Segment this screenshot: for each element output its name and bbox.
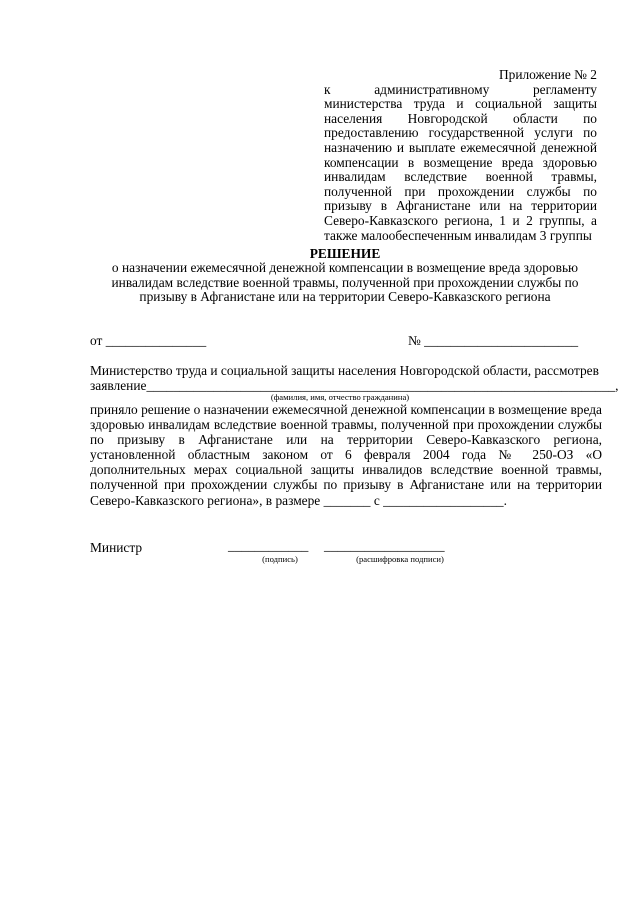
appendix-body: к административному регламенту министерства труда и социальной защиты населения Новгородской области по предоставлению государственной услуги по назначению и выплате ежемесячной денежной компенсации в возмещение вреда здоровью инвалидам вследствие военной травмы, полученной при прохождении службы по призыву в Афганистане или на территории Северо-Кавказского региона, 1 и 2 группы, а также малообеспеченным инвалидам 3 группы (324, 81, 597, 243)
appendix-block (324, 68, 597, 243)
signature-decode-line: __________________ (324, 538, 445, 553)
decision-subtitle: о назначении ежемесячной денежной компенсации в возмещение вреда здоровью инвалидам вследствие военной травмы, полученной при прохождении службы по призыву в Афганистане или на территории Северо-Кавказского региона (111, 260, 579, 305)
signature-caption: (подпись) (262, 554, 298, 564)
appendix-title: Приложение № 2 (498, 67, 597, 82)
applicant-caption: (фамилия, имя, отчество гражданина) (270, 392, 410, 402)
applicant-field-line: заявление______________________________________________________________________, (90, 378, 619, 393)
intro-text: Министерство труда и социальной защиты населения Новгородской области, рассмотрев (90, 363, 599, 378)
date-field-line: от _______________ (90, 333, 207, 348)
decision-title: РЕШЕНИЕ (309, 246, 381, 261)
decision-paragraph: приняло решение о назначении ежемесячной денежной компенсации в возмещение вреда здоровью инвалидам вследствие военной травмы, полученной при прохождении службы по призыву в Афганистане или на территории Северо-Кавказского региона, установленной областным законом от 6 февраля 2004 года № 250-ОЗ «О дополнительных мерах социальной защиты инвалидов вследствие военной травмы, полученной при прохождении службы по призыву в Афганистане или на территории Северо-Кавказского региона», в размере _______ с __________________. (90, 402, 602, 508)
intro-paragraph (90, 363, 619, 393)
minister-label: Министр (90, 540, 143, 555)
signature-line: ____________ (228, 538, 309, 553)
number-field-line: № _______________________ (408, 333, 579, 348)
signature-decode-caption: (расшифровка подписи) (356, 554, 444, 564)
